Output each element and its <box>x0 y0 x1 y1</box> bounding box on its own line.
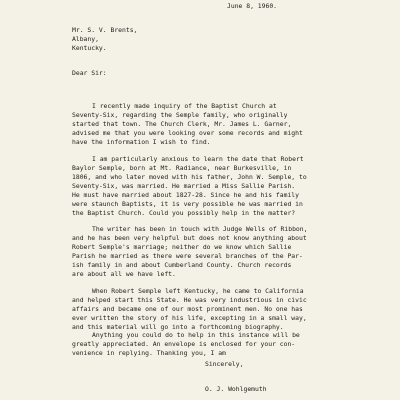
recipient-state: Kentucky. <box>72 44 107 52</box>
letter-date: June 8, 1960. <box>227 2 278 10</box>
paragraph-3-first-line: The writer has been in touch with Judge Wells of Ribbon, <box>92 225 308 233</box>
paragraph-5-body: greatly appreciated. An envelope is enclosed for your con- venience in replying. Thanking you, I am <box>72 340 296 357</box>
recipient-name: Mr. S. V. Brents, <box>72 26 138 34</box>
closing: Sincerely, <box>205 360 244 368</box>
paragraph-4-first-line: When Robert Semple left Kentucky, he came to California <box>92 287 304 295</box>
signature-name: O. J. Wohlgemuth <box>205 385 267 393</box>
paragraph-1-first-line: I recently made inquiry of the Baptist Church at <box>92 102 277 110</box>
paragraph-1-body: Seventy-Six, regarding the Semple family, who originally started that town. The Church Clerk, Mr. James L. Garner, advised me that you were looking over some records and might have the information I wish to find. <box>72 111 303 146</box>
paragraph-2-body: Baylor Semple, born at Mt. Radiance, near Burkesville, in 1806, and who later moved with his father, John W. Semple, to Seventy-Six, was married. He married a Miss Sallie Parish. He must have married about 1827-28. Since he and his family were staunch Baptists, it is very possible he was married in the Baptist Church. Could you possibly help in the matter? <box>72 164 307 217</box>
paragraph-3-body: and he has been very helpful but does not know anything about Robert Semple's marriage; neither do we know which Sallie Parish he married as there were several branches of the Par- ish family in and about Cumberland County. Church records are about all we have left. <box>72 234 307 278</box>
paragraph-4-body: and helped start this State. He was very industrious in civic affairs and became one of our most prominent men. No one has ever written the story of his life, excepting in a small way, and this material will go into a forthcoming biography. <box>72 296 307 331</box>
salutation: Dear Sir: <box>72 69 107 77</box>
recipient-address <box>72 26 137 53</box>
paragraph-5-first-line: Anything you could do to help in this instance will be <box>92 331 300 339</box>
paragraph-2-first-line: I am particularly anxious to learn the date that Robert <box>92 155 304 163</box>
recipient-city: Albany, <box>72 35 99 43</box>
